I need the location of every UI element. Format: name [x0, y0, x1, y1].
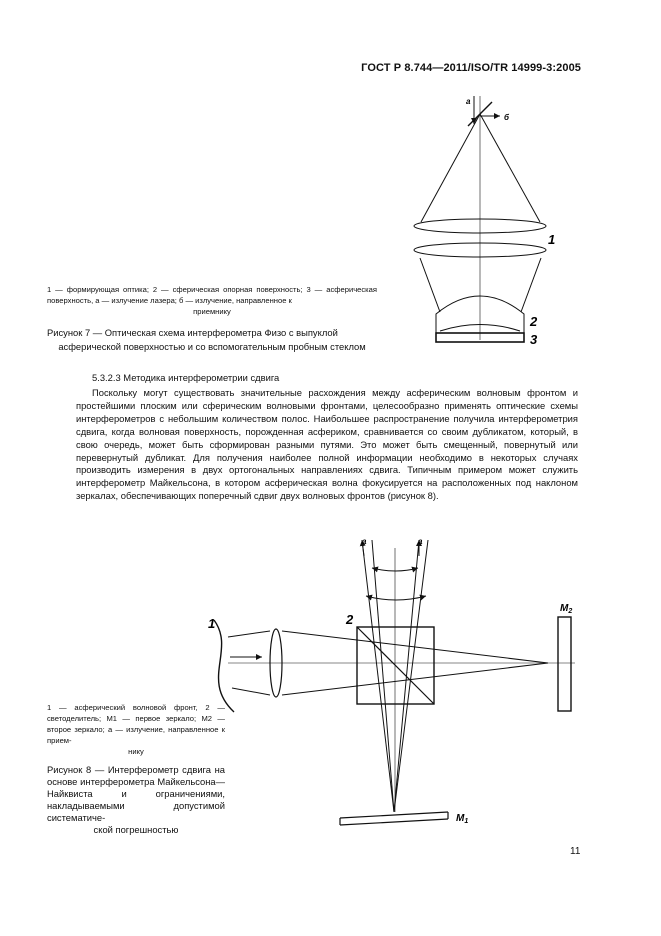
fig8-mirror-m2	[558, 617, 571, 711]
figure7-caption-end: асферической поверхностью и со вспомогательным пробным стеклом	[58, 340, 366, 352]
fig7-label-3: 3	[530, 332, 538, 347]
fig8-label-m2-sub: 2	[568, 608, 573, 615]
fig8-label-m1-sub: 1	[464, 818, 469, 825]
fig8-shear-arc-bottom	[366, 596, 426, 600]
section-paragraph: Поскольку могут существовать значительные расхождения между асферическим волновым фронтом и простейшими плоским или сферическим волновыми фронтами, целесообразно применять оптические схемы интерферометров с небольшим количеством полос. Наибольшее распространение получила интерферометрия сдвига, когда волновая поверхность, порожденная асфериком, сравнивается со своим дубликатом, который, в свою очередь, может быть сформирован разными путями. Это может быть смещенный, повернутый или перевернутый дубликат. Для получения наиболее полной информации необходимо в некоторых случаях производить измерения в двух ортогональных направлениях сдвига. Типичным примером может служить интерферометр Майкельсона, в котором асферическая волна фокусируется на расположенных под наклоном зеркалах, обеспечивающих поперечный сдвиг двух волновых фронтов (рисунок 8).	[76, 387, 578, 502]
fig8-mirror-m1-top	[340, 812, 448, 818]
fig8-ray-in-bottom	[232, 688, 270, 695]
figure8-legend	[47, 702, 225, 757]
fig8-label-m1-main: M	[456, 813, 465, 824]
fig8-ray-in-top	[228, 631, 270, 637]
fig8-fan-line-3	[394, 540, 419, 812]
fig8-fan-line-4	[394, 540, 428, 812]
fig8-label-m2-main: M	[560, 603, 569, 614]
figure8-caption-end: ской погрешностью	[93, 824, 179, 835]
fig7-label-2: 2	[530, 314, 538, 329]
fig8-fan-line-2	[372, 540, 394, 812]
figure8-caption	[47, 764, 225, 836]
section-heading: 5.3.2.3 Методика интерферометрии сдвига	[92, 372, 280, 383]
fig8-mirror-m1-bottom	[340, 819, 448, 825]
fig7-label-b: б	[504, 113, 509, 122]
fig8-label-m2	[560, 603, 572, 615]
fig7-label-1: 1	[548, 232, 556, 247]
figure8-caption-text: Рисунок 8 — Интерферометр сдвига на основе интерферометра Майкельсона—Найквиста и ограничениями, накладываемыми допустимой систематиче-	[47, 764, 225, 823]
fig8-label-a-right: а	[418, 537, 423, 546]
fig8-fan-line-1	[362, 540, 394, 812]
figure8-legend-end: нику	[128, 747, 144, 756]
figure7-caption-text: Рисунок 7 — Оптическая схема интерферометра Физо с выпуклой	[47, 327, 338, 338]
fig8-label-m1	[456, 813, 468, 825]
figure7-legend-end: приемнику	[193, 307, 231, 316]
figure7-legend-text: 1 — формирующая оптика; 2 — сферическая опорная поверхность; 3 — асферическая поверхность, а — излучение лазера; б — излучение, направленное к	[47, 285, 377, 305]
page-number: 11	[570, 846, 581, 857]
figure8-legend-text: 1 — асферический волновой фронт, 2 — светоделитель; M1 — первое зеркало; M2 — второе зеркало; а — излучение, направленное к прием-	[47, 703, 225, 745]
fig8-label-1: 1	[208, 616, 216, 631]
document-header: ГОСТ Р 8.744—2011/ISO/TR 14999-3:2005	[361, 62, 581, 74]
fig8-aspheric-wavefront	[214, 620, 234, 712]
fig8-label-2: 2	[346, 612, 354, 627]
fig8-label-a-left: а	[362, 537, 367, 546]
fig8-ray-lower	[282, 663, 548, 695]
fig7-label-a: а	[466, 97, 471, 106]
fig8-beamsplitter-diagonal	[357, 627, 434, 704]
